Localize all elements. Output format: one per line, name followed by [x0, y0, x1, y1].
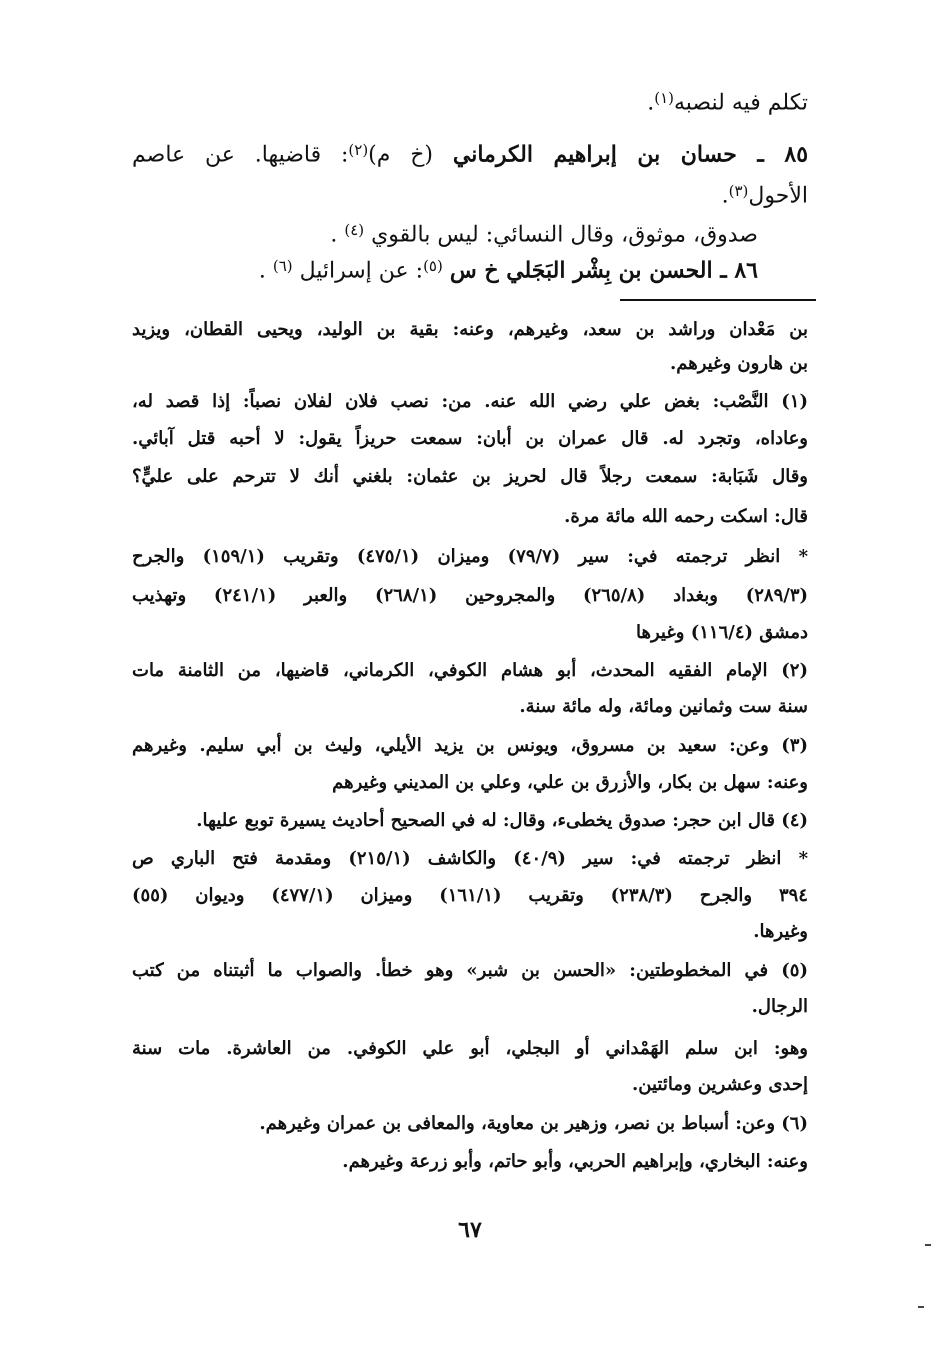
footnote-2-line-2: سنة ست وثمانين ومائة، وله مائة سنة. — [519, 696, 808, 717]
scan-mark — [918, 1306, 924, 1308]
entry-85-line-1 — [132, 140, 808, 170]
footnote-6-line-2: وعنه: البخاري، وإبراهيم الحربي، وأبو حاتم، وأبو زرعة وغيرهم. — [342, 1151, 808, 1172]
footnote-5-line-1: (٥) في المخطوطتين: «الحسن بن شبر» وهو خطأ. والصواب ما أثبتناه من كتب — [132, 960, 808, 981]
footnote-3-line-1: (٣) وعن: سعيد بن مسروق، ويونس بن يزيد الأيلي، وليث بن أبي سليم. وغيرهم — [132, 735, 808, 756]
entry-85-tail: : قاضيها. عن عاصم — [132, 142, 349, 168]
entry-85-line-3: صدوق، موثوق، وقال النسائي: ليس بالقوي $^{(٤)}$ . — [330, 221, 758, 248]
footnote-1-line-3: وقال شَبَابة: سمعت رجلاً قال لحريز بن عثمان: بلغني أنك لا تترحم على عليٍّ؟ — [132, 466, 808, 487]
entry-85-grading: صدوق، موثوق، وقال النسائي: ليس بالقوي — [371, 222, 758, 248]
footnote-5-line-2: الرجال. — [751, 996, 808, 1017]
footnote-1-line-5: * انظر ترجمته في: سير (٧٩/٧) وميزان (٤٧٥/١) وتقريب (١٥٩/١) والجرح — [132, 546, 808, 567]
footnote-1-line-1: (١) النَّصْب: بغض علي رضي الله عنه. من: نصب فلان لفلان نصباً: إذا قصد له، — [132, 391, 808, 412]
footnote-6-line-1: (٦) وعن: أسباط بن نصر، وزهير بن معاوية، والمعافى بن عمران وغيرهم. — [259, 1113, 808, 1134]
footnote-2-line-1: (٢) الإمام الفقيه المحدث، أبو هشام الكوفي، الكرماني، قاضيها، من الثامنة مات — [132, 660, 808, 681]
footnote-ref-2: (٢) — [348, 141, 369, 159]
entry-86-line: ٨٦ ـ الحسن بن بِشْر البَجَلي خ س $^{(٥)}$: عن إسرائيل $^{(٦)}$ . — [258, 257, 758, 284]
footnote-divider — [620, 299, 816, 301]
entry-86-tail: : عن إسرائيل — [299, 258, 424, 284]
footnote-ref-5: (٥) — [423, 257, 443, 275]
footnote-1-line-7: دمشق (١١٦/٤) وغيرها — [636, 622, 808, 643]
footnote-1-line-4: قال: اسكت رحمه الله مائة مرة. — [564, 506, 808, 527]
entry-85-heading: ٨٥ ـ حسان بن إبراهيم الكرماني — [452, 141, 809, 168]
entry-86-heading: ٨٦ ـ الحسن بن بِشْر البَجَلي خ س — [449, 257, 758, 284]
entry-85-tag: (خ م) — [368, 142, 434, 168]
footnote-1-line-6: (٢٨٩/٣) وبغداد (٢٦٥/٨) والمجروحين (٢٦٨/١) والعبر (٢٤١/١) وتهذيب — [132, 585, 809, 606]
footnote-4-line-4: وغيرها. — [753, 921, 808, 942]
footnote-5-line-3: وهو: ابن سلم الهَمْداني أو البجلي، أبو علي الكوفي. من العاشرة. مات سنة — [132, 1038, 808, 1059]
footnote-4-line-2: * انظر ترجمته في: سير (٤٠/٩) والكاشف (٢١٥/١) ومقدمة فتح الباري ص — [132, 848, 808, 869]
footnote-cont-line-2: بن هارون وغيرهم. — [669, 353, 808, 374]
scan-mark — [925, 1244, 931, 1246]
footnote-1-line-2: وعاداه، وتجرد له. قال عمران بن أبان: سمعت حريزاً يقول: لا أحبه قتل آبائي. — [132, 428, 808, 449]
footnote-ref-3: (٣) — [728, 182, 749, 200]
footnote-ref-1: (١) — [654, 89, 674, 107]
main-line-1: تكلم فيه لنصبه$^{(١)}$. — [647, 89, 808, 116]
footnote-ref-4: (٤) — [344, 221, 365, 239]
entry-85-line-2: الأحول$^{(٣)}$. — [721, 182, 808, 209]
page-number: ٦٧ — [458, 1217, 482, 1243]
footnote-4-line-3: ٣٩٤ والجرح (٢٣٨/٣) وتقريب (١٦١/١) وميزان (٤٧٧/١) وديوان (٥٥) — [132, 885, 808, 906]
footnote-ref-6: (٦) — [272, 257, 293, 275]
main-line-1-text: تكلم فيه لنصبه — [674, 90, 808, 116]
footnote-5-line-4: إحدى وعشرين ومائتين. — [632, 1074, 808, 1095]
footnote-4-line-1: (٤) قال ابن حجر: صدوق يخطىء، وقال: له في الصحيح أحاديث يسيرة توبع عليها. — [196, 810, 808, 831]
entry-85-line2-text: الأحول — [748, 183, 808, 209]
footnote-3-line-2: وعنه: سهل بن بكار، والأزرق بن علي، وعلي بن المديني وغيرهم — [332, 772, 808, 793]
footnote-cont-line-1: بن مَعْدان وراشد بن سعد، وغيرهم، وعنه: بقية بن الوليد، ويحيى القطان، ويزيد — [132, 319, 808, 340]
